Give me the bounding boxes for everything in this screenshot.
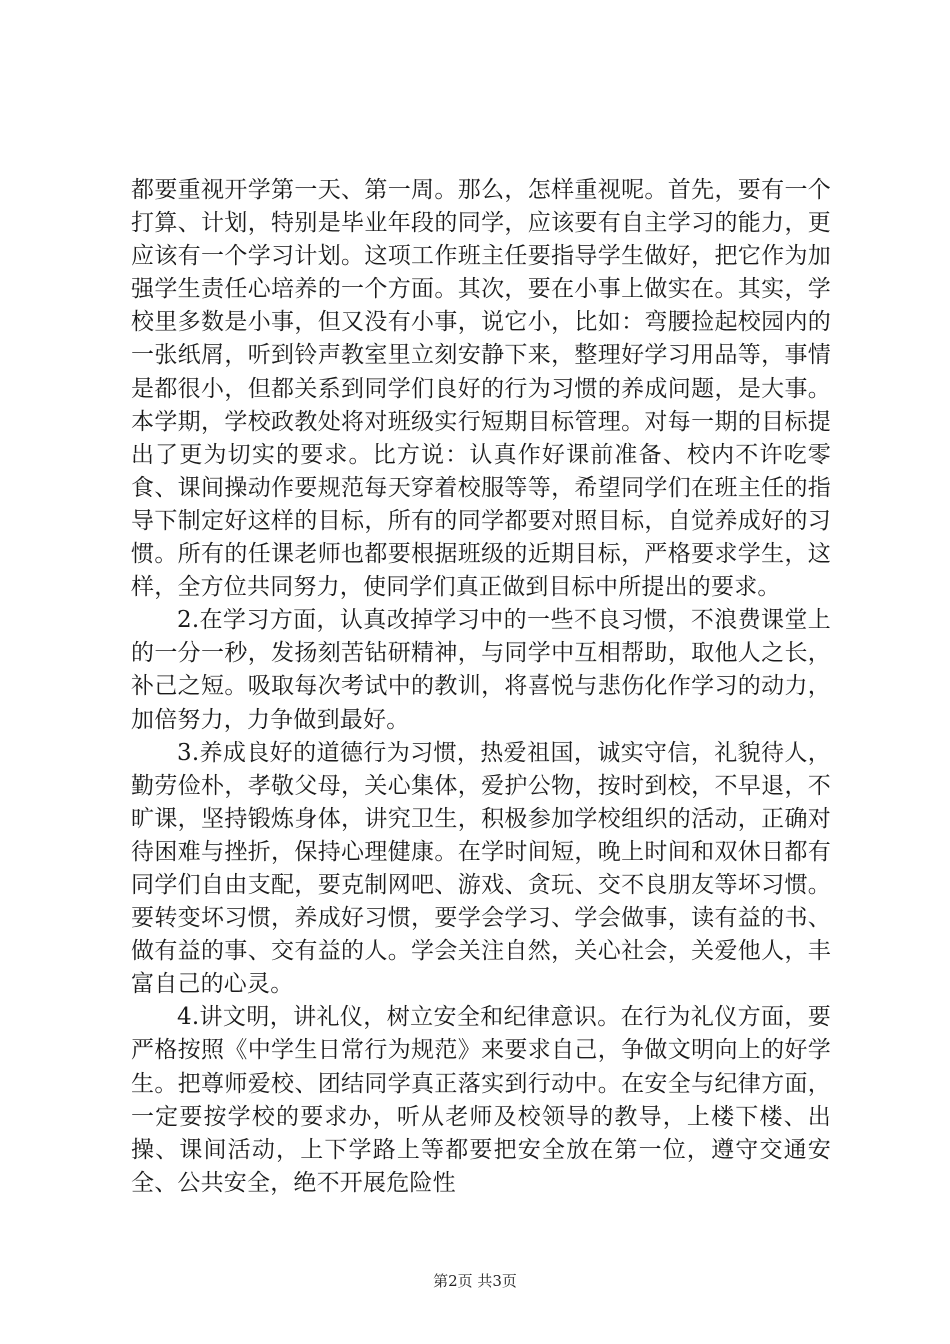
- document-body: [131, 174, 831, 1200]
- paragraph-2: 2.在学习方面，认真改掉学习中的一些不良习惯，不浪费课堂上的一分一秒，发扬刻苦钻研精神，与同学中互相帮助，取他人之长，补己之短。吸取每次考试中的教训，将喜悦与悲伤化作学习的动力，加倍努力，力争做到最好。: [131, 607, 831, 733]
- paragraph-4: 4.讲文明，讲礼仪，树立安全和纪律意识。在行为礼仪方面，要严格按照《中学生日常行为规范》来要求自己，争做文明向上的好学生。把尊师爱校、团结同学真正落实到行动中。在安全与纪律方面，一定要按学校的要求办，听从老师及校领导的教导，上楼下楼、出操、课间活动，上下学路上等都要把安全放在第一位，遵守交通安全、公共安全，绝不开展危险性: [131, 1004, 831, 1196]
- paragraph-1: 都要重视开学第一天、第一周。那么，怎样重视呢。首先，要有一个打算、计划，特别是毕业年段的同学，应该要有自主学习的能力，更应该有一个学习计划。这项工作班主任要指导学生做好，把它作为加强学生责任心培养的一个方面。其次，要在小事上做实在。其实，学校里多数是小事，但又没有小事，说它小，比如：弯腰捡起校园内的一张纸屑，听到铃声教室里立刻安静下来，整理好学习用品等，事情是都很小，但都关系到同学们良好的行为习惯的养成问题，是大事。本学期，学校政教处将对班级实行短期目标管理。对每一期的目标提出了更为切实的要求。比方说：认真作好课前准备、校内不许吃零食、课间操动作要规范每天穿着校服等等，希望同学们在班主任的指导下制定好这样的目标，所有的同学都要对照目标，自觉养成好的习惯。所有的任课老师也都要根据班级的近期目标，严格要求学生，这样，全方位共同努力，使同学们真正做到目标中所提出的要求。: [131, 177, 831, 601]
- page-number-footer: 第2页 共3页: [433, 1272, 517, 1290]
- paragraph-3: 3.养成良好的道德行为习惯，热爱祖国，诚实守信，礼貌待人，勤劳俭朴，孝敬父母，关心集体，爱护公物，按时到校，不早退，不旷课，坚持锻炼身体，讲究卫生，积极参加学校组织的活动，正确对待困难与挫折，保持心理健康。在学时间短，晚上时间和双休日都有同学们自由支配，要克制网吧、游戏、贪玩、交不良朋友等坏习惯。要转变坏习惯，养成好习惯，要学会学习、学会做事，读有益的书、做有益的事、交有益的人。学会关注自然，关心社会，关爱他人，丰富自己的心灵。: [131, 739, 831, 998]
